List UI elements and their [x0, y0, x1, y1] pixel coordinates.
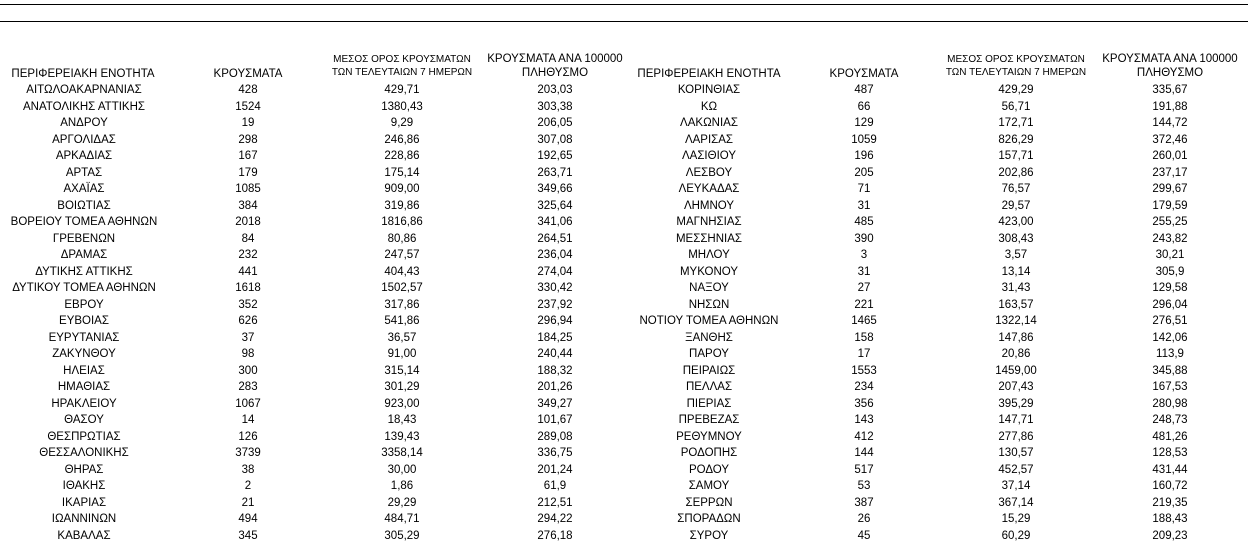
- left-cases-cell: 283: [198, 379, 298, 396]
- left-avg-cell: 317,86: [318, 297, 486, 314]
- right-region-cell: ΝΑΞΟΥ: [624, 280, 794, 297]
- left-per100k-cell: 61,9: [480, 478, 630, 495]
- table-row: [0, 297, 1248, 314]
- left-cases-cell: 98: [198, 346, 298, 363]
- table-row: [0, 462, 1248, 479]
- left-per100k-cell: 264,51: [480, 231, 630, 248]
- left-per100k-cell: 203,03: [480, 82, 630, 99]
- left-region-cell: ΑΝΔΡΟΥ: [0, 115, 168, 132]
- right-per100k-cell: 219,35: [1094, 495, 1246, 512]
- right-avg-cell: 56,71: [932, 99, 1100, 116]
- left-per100k-cell: 276,18: [480, 528, 630, 544]
- right-region-cell: ΜΗΛΟΥ: [624, 247, 794, 264]
- right-region-cell: ΡΕΘΥΜΝΟΥ: [624, 429, 794, 446]
- right-region-cell: ΣΠΟΡΑΔΩΝ: [624, 511, 794, 528]
- right-per100k-cell: 142,06: [1094, 330, 1246, 347]
- table-row: [0, 247, 1248, 264]
- right-region-cell: ΠΡΕΒΕΖΑΣ: [624, 412, 794, 429]
- left-region-cell: ΕΥΒΟΙΑΣ: [0, 313, 168, 330]
- top-rule-second: [0, 21, 1248, 22]
- right-avg-cell: 826,29: [932, 132, 1100, 149]
- right-region-cell: ΣΥΡΟΥ: [624, 528, 794, 544]
- left-cases-cell: 2: [198, 478, 298, 495]
- right-cases-cell: 221: [814, 297, 914, 314]
- left-cases-cell: 126: [198, 429, 298, 446]
- left-region-cell: ΑΡΓΟΛΙΔΑΣ: [0, 132, 168, 149]
- right-cases-cell: 66: [814, 99, 914, 116]
- left-per100k-cell: 236,04: [480, 247, 630, 264]
- table-row: [0, 379, 1248, 396]
- left-avg-cell: 923,00: [318, 396, 486, 413]
- left-per100k-cell: 188,32: [480, 363, 630, 380]
- left-avg-cell: 909,00: [318, 181, 486, 198]
- left-per100k-cell: 325,64: [480, 198, 630, 215]
- left-cases-cell: 298: [198, 132, 298, 149]
- left-cases-cell: 441: [198, 264, 298, 281]
- right-avg-cell: 3,57: [932, 247, 1100, 264]
- left-avg-cell: 319,86: [318, 198, 486, 215]
- left-region-cell: ΘΕΣΣΑΛΟΝΙΚΗΣ: [0, 445, 168, 462]
- right-avg-cell: 172,71: [932, 115, 1100, 132]
- left-region-cell: ΘΕΣΠΡΩΤΙΑΣ: [0, 429, 168, 446]
- table-row: [0, 363, 1248, 380]
- right-avg-cell: 308,43: [932, 231, 1100, 248]
- right-region-cell: ΜΑΓΝΗΣΙΑΣ: [624, 214, 794, 231]
- right-per100k-cell: 179,59: [1094, 198, 1246, 215]
- left-region-cell: ΚΑΒΑΛΑΣ: [0, 528, 168, 544]
- right-avg-cell: 1459,00: [932, 363, 1100, 380]
- right-avg-cell: 423,00: [932, 214, 1100, 231]
- left-region-cell: ΑΡΚΑΔΙΑΣ: [0, 148, 168, 165]
- left-cases-cell: 14: [198, 412, 298, 429]
- left-region-cell: ΔΥΤΙΚΟΥ ΤΟΜΕΑ ΑΘΗΝΩΝ: [0, 280, 168, 297]
- right-region-cell: ΚΟΡΙΝΘΙΑΣ: [624, 82, 794, 99]
- left-per100k-cell: 294,22: [480, 511, 630, 528]
- left-header-per100k-line1: ΚΡΟΥΣΜΑΤΑ ΑΝΑ 100000: [480, 52, 630, 66]
- left-region-cell: ΗΡΑΚΛΕΙΟΥ: [0, 396, 168, 413]
- table-row: [0, 198, 1248, 215]
- right-region-cell: ΠΑΡΟΥ: [624, 346, 794, 363]
- left-avg-cell: 484,71: [318, 511, 486, 528]
- right-cases-cell: 1553: [814, 363, 914, 380]
- right-avg-cell: 395,29: [932, 396, 1100, 413]
- left-header-avg-line2: ΤΩΝ ΤΕΛΕΥΤΑΙΩΝ 7 ΗΜΕΡΩΝ: [318, 66, 486, 79]
- right-per100k-cell: 188,43: [1094, 511, 1246, 528]
- table-row: [0, 115, 1248, 132]
- right-region-cell: ΣΑΜΟΥ: [624, 478, 794, 495]
- left-avg-cell: 228,86: [318, 148, 486, 165]
- cases-table: [0, 82, 1248, 544]
- table-row: [0, 214, 1248, 231]
- left-cases-cell: 345: [198, 528, 298, 544]
- left-cases-cell: 428: [198, 82, 298, 99]
- table-row: [0, 429, 1248, 446]
- right-header-region: ΠΕΡΙΦΕΡΕΙΑΚΗ ΕΝΟΤΗΤΑ: [634, 67, 784, 81]
- left-region-cell: ΑΙΤΩΛΟΑΚΑΡΝΑΝΙΑΣ: [0, 82, 168, 99]
- left-cases-cell: 19: [198, 115, 298, 132]
- left-avg-cell: 404,43: [318, 264, 486, 281]
- right-per100k-cell: 167,53: [1094, 379, 1246, 396]
- right-region-cell: ΝΗΣΩΝ: [624, 297, 794, 314]
- right-per100k-cell: 129,58: [1094, 280, 1246, 297]
- table-row: [0, 396, 1248, 413]
- left-avg-cell: 30,00: [318, 462, 486, 479]
- left-per100k-cell: 296,94: [480, 313, 630, 330]
- left-cases-cell: 1085: [198, 181, 298, 198]
- left-region-cell: ΑΡΤΑΣ: [0, 165, 168, 182]
- left-per100k-cell: 289,08: [480, 429, 630, 446]
- table-row: [0, 511, 1248, 528]
- table-row: [0, 280, 1248, 297]
- table-row: [0, 412, 1248, 429]
- right-cases-cell: 517: [814, 462, 914, 479]
- left-cases-cell: 300: [198, 363, 298, 380]
- right-per100k-cell: 128,53: [1094, 445, 1246, 462]
- right-avg-cell: 147,71: [932, 412, 1100, 429]
- table-row: [0, 445, 1248, 462]
- right-avg-cell: 163,57: [932, 297, 1100, 314]
- right-cases-cell: 205: [814, 165, 914, 182]
- right-cases-cell: 412: [814, 429, 914, 446]
- left-avg-cell: 18,43: [318, 412, 486, 429]
- right-region-cell: ΠΕΛΛΑΣ: [624, 379, 794, 396]
- right-header-avg-line1: ΜΕΣΟΣ ΟΡΟΣ ΚΡΟΥΣΜΑΤΩΝ: [932, 53, 1100, 66]
- left-cases-cell: 2018: [198, 214, 298, 231]
- left-per100k-cell: 240,44: [480, 346, 630, 363]
- right-avg-cell: 1322,14: [932, 313, 1100, 330]
- table-row: [0, 330, 1248, 347]
- right-cases-cell: 356: [814, 396, 914, 413]
- left-avg-cell: 305,29: [318, 528, 486, 544]
- right-region-cell: ΠΙΕΡΙΑΣ: [624, 396, 794, 413]
- left-per100k-cell: 201,26: [480, 379, 630, 396]
- left-region-cell: ΗΛΕΙΑΣ: [0, 363, 168, 380]
- table-row: [0, 181, 1248, 198]
- left-per100k-cell: 330,42: [480, 280, 630, 297]
- left-header-per100k: [480, 52, 630, 80]
- right-avg-cell: 20,86: [932, 346, 1100, 363]
- right-avg-cell: 31,43: [932, 280, 1100, 297]
- left-avg-cell: 429,71: [318, 82, 486, 99]
- right-per100k-cell: 260,01: [1094, 148, 1246, 165]
- right-cases-cell: 27: [814, 280, 914, 297]
- left-region-cell: ΙΘΑΚΗΣ: [0, 478, 168, 495]
- left-region-cell: ΑΝΑΤΟΛΙΚΗΣ ΑΤΤΙΚΗΣ: [0, 99, 168, 116]
- right-per100k-cell: 335,67: [1094, 82, 1246, 99]
- left-cases-cell: 1524: [198, 99, 298, 116]
- right-header-per100k-line2: ΠΛΗΘΥΣΜΟ: [1094, 66, 1246, 80]
- left-cases-cell: 1067: [198, 396, 298, 413]
- table-row: [0, 346, 1248, 363]
- right-region-cell: ΝΟΤΙΟΥ ΤΟΜΕΑ ΑΘΗΝΩΝ: [624, 313, 794, 330]
- right-cases-cell: 1465: [814, 313, 914, 330]
- right-per100k-cell: 160,72: [1094, 478, 1246, 495]
- table-row: [0, 231, 1248, 248]
- left-region-cell: ΙΚΑΡΙΑΣ: [0, 495, 168, 512]
- left-avg-cell: 246,86: [318, 132, 486, 149]
- top-rule: [0, 4, 1248, 5]
- right-region-cell: ΣΕΡΡΩΝ: [624, 495, 794, 512]
- right-region-cell: ΚΩ: [624, 99, 794, 116]
- right-avg-cell: 147,86: [932, 330, 1100, 347]
- right-region-cell: ΛΗΜΝΟΥ: [624, 198, 794, 215]
- right-per100k-cell: 345,88: [1094, 363, 1246, 380]
- left-cases-cell: 84: [198, 231, 298, 248]
- right-per100k-cell: 113,9: [1094, 346, 1246, 363]
- left-cases-cell: 38: [198, 462, 298, 479]
- right-avg-cell: 452,57: [932, 462, 1100, 479]
- left-header-region: ΠΕΡΙΦΕΡΕΙΑΚΗ ΕΝΟΤΗΤΑ: [8, 67, 158, 81]
- right-avg-cell: 202,86: [932, 165, 1100, 182]
- left-per100k-cell: 201,24: [480, 462, 630, 479]
- left-region-cell: ΕΒΡΟΥ: [0, 297, 168, 314]
- right-cases-cell: 31: [814, 264, 914, 281]
- right-cases-cell: 45: [814, 528, 914, 544]
- table-row: [0, 99, 1248, 116]
- left-avg-cell: 80,86: [318, 231, 486, 248]
- right-per100k-cell: 305,9: [1094, 264, 1246, 281]
- right-per100k-cell: 296,04: [1094, 297, 1246, 314]
- right-per100k-cell: 481,26: [1094, 429, 1246, 446]
- left-cases-cell: 3739: [198, 445, 298, 462]
- right-per100k-cell: 248,73: [1094, 412, 1246, 429]
- right-avg-cell: 15,29: [932, 511, 1100, 528]
- right-per100k-cell: 280,98: [1094, 396, 1246, 413]
- left-region-cell: ΔΡΑΜΑΣ: [0, 247, 168, 264]
- table-row: [0, 82, 1248, 99]
- right-header-per100k: [1094, 52, 1246, 80]
- left-avg-cell: 9,29: [318, 115, 486, 132]
- right-avg-cell: 29,57: [932, 198, 1100, 215]
- left-region-cell: ΒΟΡΕΙΟΥ ΤΟΜΕΑ ΑΘΗΝΩΝ: [0, 214, 168, 231]
- left-avg-cell: 301,29: [318, 379, 486, 396]
- right-region-cell: ΡΟΔΟΥ: [624, 462, 794, 479]
- left-cases-cell: 179: [198, 165, 298, 182]
- right-cases-cell: 158: [814, 330, 914, 347]
- right-region-cell: ΜΥΚΟΝΟΥ: [624, 264, 794, 281]
- right-per100k-cell: 237,17: [1094, 165, 1246, 182]
- right-region-cell: ΛΑΡΙΣΑΣ: [624, 132, 794, 149]
- left-per100k-cell: 212,51: [480, 495, 630, 512]
- right-cases-cell: 234: [814, 379, 914, 396]
- left-region-cell: ΕΥΡΥΤΑΝΙΑΣ: [0, 330, 168, 347]
- left-per100k-cell: 303,38: [480, 99, 630, 116]
- left-cases-cell: 167: [198, 148, 298, 165]
- right-per100k-cell: 276,51: [1094, 313, 1246, 330]
- left-avg-cell: 29,29: [318, 495, 486, 512]
- table-row: [0, 264, 1248, 281]
- right-cases-cell: 143: [814, 412, 914, 429]
- right-region-cell: ΛΑΣΙΘΙΟΥ: [624, 148, 794, 165]
- right-region-cell: ΛΑΚΩΝΙΑΣ: [624, 115, 794, 132]
- right-region-cell: ΛΕΣΒΟΥ: [624, 165, 794, 182]
- left-avg-cell: 1380,43: [318, 99, 486, 116]
- right-per100k-cell: 144,72: [1094, 115, 1246, 132]
- right-cases-cell: 3: [814, 247, 914, 264]
- right-avg-cell: 76,57: [932, 181, 1100, 198]
- left-cases-cell: 626: [198, 313, 298, 330]
- right-cases-cell: 26: [814, 511, 914, 528]
- left-per100k-cell: 349,27: [480, 396, 630, 413]
- right-cases-cell: 17: [814, 346, 914, 363]
- left-header-cases: ΚΡΟΥΣΜΑΤΑ: [198, 67, 298, 81]
- right-cases-cell: 53: [814, 478, 914, 495]
- left-avg-cell: 1502,57: [318, 280, 486, 297]
- left-region-cell: ΗΜΑΘΙΑΣ: [0, 379, 168, 396]
- left-avg-cell: 91,00: [318, 346, 486, 363]
- left-avg-cell: 541,86: [318, 313, 486, 330]
- left-header-per100k-line2: ΠΛΗΘΥΣΜΟ: [480, 66, 630, 80]
- right-avg-cell: 207,43: [932, 379, 1100, 396]
- left-header-avg-line1: ΜΕΣΟΣ ΟΡΟΣ ΚΡΟΥΣΜΑΤΩΝ: [318, 53, 486, 66]
- left-avg-cell: 36,57: [318, 330, 486, 347]
- left-cases-cell: 352: [198, 297, 298, 314]
- left-per100k-cell: 307,08: [480, 132, 630, 149]
- left-cases-cell: 21: [198, 495, 298, 512]
- left-header-avg: [318, 53, 486, 79]
- left-per100k-cell: 101,67: [480, 412, 630, 429]
- right-cases-cell: 144: [814, 445, 914, 462]
- right-per100k-cell: 372,46: [1094, 132, 1246, 149]
- left-per100k-cell: 349,66: [480, 181, 630, 198]
- left-region-cell: ΘΑΣΟΥ: [0, 412, 168, 429]
- right-cases-cell: 129: [814, 115, 914, 132]
- right-per100k-cell: 209,23: [1094, 528, 1246, 544]
- left-cases-cell: 1618: [198, 280, 298, 297]
- left-cases-cell: 494: [198, 511, 298, 528]
- left-per100k-cell: 192,65: [480, 148, 630, 165]
- right-cases-cell: 196: [814, 148, 914, 165]
- right-cases-cell: 390: [814, 231, 914, 248]
- right-cases-cell: 1059: [814, 132, 914, 149]
- table-row: [0, 313, 1248, 330]
- right-cases-cell: 71: [814, 181, 914, 198]
- right-avg-cell: 277,86: [932, 429, 1100, 446]
- left-per100k-cell: 237,92: [480, 297, 630, 314]
- table-row: [0, 132, 1248, 149]
- left-region-cell: ΒΟΙΩΤΙΑΣ: [0, 198, 168, 215]
- left-region-cell: ΖΑΚΥΝΘΟΥ: [0, 346, 168, 363]
- right-cases-cell: 485: [814, 214, 914, 231]
- table-row: [0, 148, 1248, 165]
- right-region-cell: ΜΕΣΣΗΝΙΑΣ: [624, 231, 794, 248]
- right-avg-cell: 429,29: [932, 82, 1100, 99]
- left-cases-cell: 232: [198, 247, 298, 264]
- table-row: [0, 478, 1248, 495]
- right-region-cell: ΞΑΝΘΗΣ: [624, 330, 794, 347]
- right-header-cases: ΚΡΟΥΣΜΑΤΑ: [814, 67, 914, 81]
- right-avg-cell: 13,14: [932, 264, 1100, 281]
- right-header-avg: [932, 53, 1100, 79]
- right-per100k-cell: 431,44: [1094, 462, 1246, 479]
- left-per100k-cell: 341,06: [480, 214, 630, 231]
- table-row: [0, 495, 1248, 512]
- left-avg-cell: 175,14: [318, 165, 486, 182]
- right-avg-cell: 60,29: [932, 528, 1100, 544]
- right-cases-cell: 31: [814, 198, 914, 215]
- left-cases-cell: 37: [198, 330, 298, 347]
- left-avg-cell: 1,86: [318, 478, 486, 495]
- right-per100k-cell: 255,25: [1094, 214, 1246, 231]
- left-region-cell: ΔΥΤΙΚΗΣ ΑΤΤΙΚΗΣ: [0, 264, 168, 281]
- left-region-cell: ΘΗΡΑΣ: [0, 462, 168, 479]
- right-header-avg-line2: ΤΩΝ ΤΕΛΕΥΤΑΙΩΝ 7 ΗΜΕΡΩΝ: [932, 66, 1100, 79]
- right-per100k-cell: 243,82: [1094, 231, 1246, 248]
- left-cases-cell: 384: [198, 198, 298, 215]
- left-avg-cell: 1816,86: [318, 214, 486, 231]
- right-header-per100k-line1: ΚΡΟΥΣΜΑΤΑ ΑΝΑ 100000: [1094, 52, 1246, 66]
- left-per100k-cell: 263,71: [480, 165, 630, 182]
- left-region-cell: ΓΡΕΒΕΝΩΝ: [0, 231, 168, 248]
- left-per100k-cell: 206,05: [480, 115, 630, 132]
- right-avg-cell: 37,14: [932, 478, 1100, 495]
- left-per100k-cell: 336,75: [480, 445, 630, 462]
- left-avg-cell: 315,14: [318, 363, 486, 380]
- table-row: [0, 165, 1248, 182]
- left-avg-cell: 3358,14: [318, 445, 486, 462]
- right-per100k-cell: 299,67: [1094, 181, 1246, 198]
- right-per100k-cell: 191,88: [1094, 99, 1246, 116]
- right-region-cell: ΡΟΔΟΠΗΣ: [624, 445, 794, 462]
- right-cases-cell: 487: [814, 82, 914, 99]
- right-avg-cell: 130,57: [932, 445, 1100, 462]
- left-region-cell: ΑΧΑΪΑΣ: [0, 181, 168, 198]
- right-avg-cell: 367,14: [932, 495, 1100, 512]
- right-region-cell: ΛΕΥΚΑΔΑΣ: [624, 181, 794, 198]
- left-avg-cell: 247,57: [318, 247, 486, 264]
- left-avg-cell: 139,43: [318, 429, 486, 446]
- left-per100k-cell: 184,25: [480, 330, 630, 347]
- left-region-cell: ΙΩΑΝΝΙΝΩΝ: [0, 511, 168, 528]
- right-cases-cell: 387: [814, 495, 914, 512]
- right-per100k-cell: 30,21: [1094, 247, 1246, 264]
- right-region-cell: ΠΕΙΡΑΙΩΣ: [624, 363, 794, 380]
- right-avg-cell: 157,71: [932, 148, 1100, 165]
- left-per100k-cell: 274,04: [480, 264, 630, 281]
